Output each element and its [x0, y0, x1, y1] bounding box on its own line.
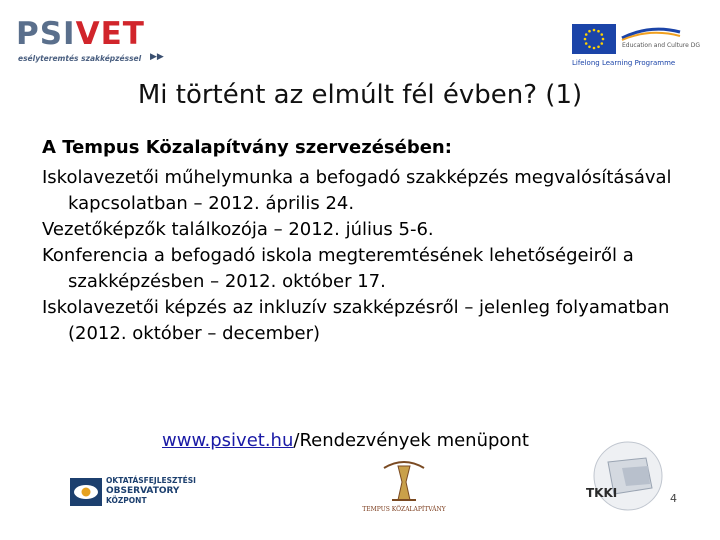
eu-llp-logo	[572, 20, 702, 70]
eu-dg-text: Education and Culture DG	[622, 42, 700, 49]
psivet-link[interactable]: www.psivet.hu	[162, 430, 294, 451]
ofi-line1: OKTATÁSFEJLESZTÉSI	[106, 476, 196, 485]
slide-title: Mi történt az elmúlt fél évben? (1)	[137, 80, 583, 110]
eu-flag-icon	[572, 24, 616, 54]
ofi-logo	[70, 476, 196, 510]
events-link-line	[162, 430, 529, 451]
tempus-hourglass-icon	[362, 458, 446, 506]
psivet-logo-wordmark: PSIVET	[16, 16, 145, 52]
tkki-text: TKKI	[586, 486, 618, 500]
psivet-logo-tagline: esélyteremtés szakképzéssel	[18, 54, 142, 63]
list-item: Iskolavezetői képzés az inkluzív szakképzésről – jelenleg folyamatban (2012. október – december)	[42, 297, 670, 344]
ofi-line2: OBSERVATORY	[106, 486, 180, 496]
slide-body	[42, 135, 702, 347]
ofi-eye-icon	[70, 478, 102, 506]
list-item: Iskolavezetői műhelymunka a befogadó szakképzés megvalósításával kapcsolatban – 2012. április 24.	[42, 167, 672, 214]
link-suffix: /Rendezvények menüpont	[293, 430, 529, 451]
arrows-icon: ▶▶	[150, 52, 164, 62]
eu-logo-swoosh	[620, 24, 682, 54]
tempus-logo	[362, 458, 446, 518]
tempus-text: TEMPUS KÖZALAPÍTVÁNY	[362, 506, 446, 513]
body-heading: A Tempus Közalapítvány szervezésében:	[42, 137, 452, 158]
list-item: Konferencia a befogadó iskola megteremtésének lehetőségeiről a szakképzésben – 2012. október 17.	[42, 245, 634, 292]
psivet-logo	[14, 16, 164, 64]
ofi-line3: KÖZPONT	[106, 496, 147, 505]
eu-llp-text: Lifelong Learning Programme	[572, 59, 676, 67]
tkki-seal-icon	[578, 440, 672, 514]
tkki-logo	[578, 440, 672, 514]
list-item: Vezetőképzők találkozója – 2012. július 5-6.	[42, 219, 434, 240]
page-number: 4	[670, 492, 677, 505]
